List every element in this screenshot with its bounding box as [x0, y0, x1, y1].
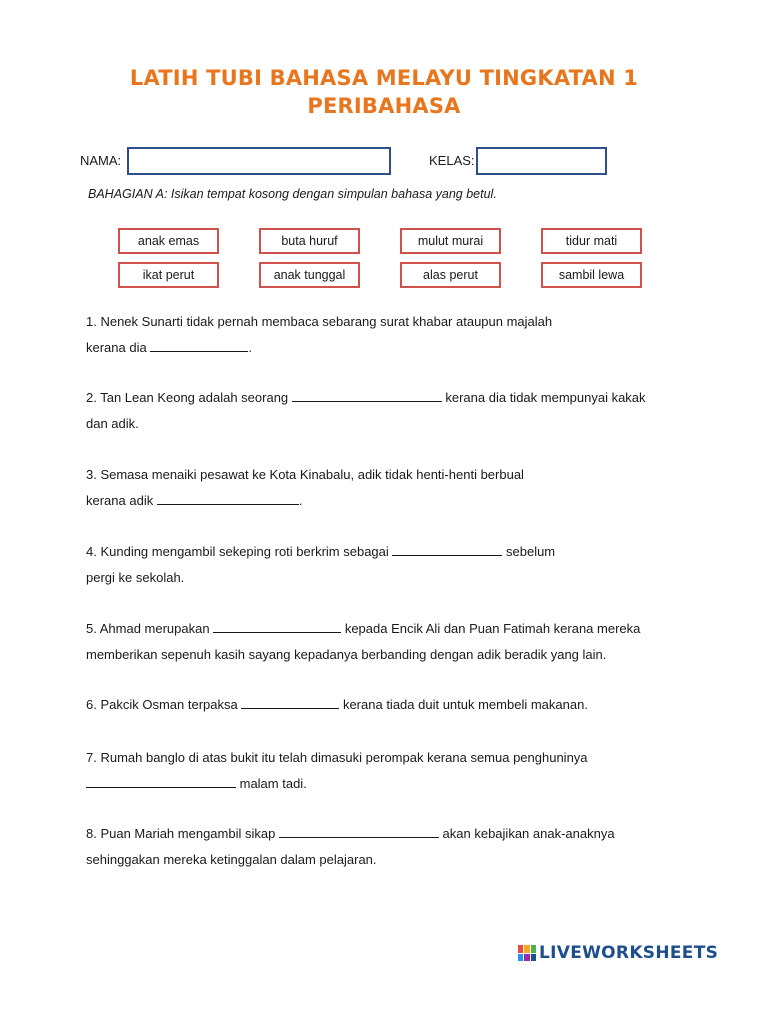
logo-tile [531, 945, 536, 953]
logo-tile [518, 954, 523, 962]
question-text: memberikan sepenuh kasih sayang kepadanya berbanding dengan adik beradik yang lain. [86, 647, 607, 662]
question-text: 8. Puan Mariah mengambil sikap [86, 826, 279, 841]
word-alas-perut[interactable]: alas perut [400, 262, 501, 288]
class-label: KELAS: [429, 153, 475, 168]
question-text: 5. Ahmad merupakan [86, 621, 214, 636]
question-7 [86, 745, 588, 797]
brand-name: LIVEWORKSHEETS [539, 943, 719, 963]
question-2 [86, 385, 646, 437]
answer-blank-8[interactable] [279, 823, 439, 838]
logo-tile [524, 945, 529, 953]
answer-blank-4[interactable] [392, 541, 502, 556]
answer-blank-2[interactable] [292, 387, 442, 402]
question-text: . [298, 493, 303, 508]
question-text: akan kebajikan anak-anaknya [438, 826, 615, 841]
question-text: 1. Nenek Sunarti tidak pernah membaca sebarang surat khabar ataupun majalah [86, 314, 553, 329]
logo-tile [524, 954, 529, 962]
question-3 [86, 462, 524, 514]
logo-tile [518, 945, 523, 953]
question-text: 3. Semasa menaiki pesawat ke Kota Kinabalu, adik tidak henti-henti berbual [86, 467, 524, 482]
question-1 [86, 309, 552, 361]
question-text: kepada Encik Ali dan Puan Fatimah kerana mereka [341, 621, 641, 636]
question-8 [86, 821, 615, 873]
word-anak-tunggal[interactable]: anak tunggal [259, 262, 360, 288]
question-text: 6. Pakcik Osman terpaksa [86, 697, 242, 712]
question-5 [86, 616, 640, 668]
question-text: kerana adik [86, 493, 157, 508]
question-text: pergi ke sekolah. [86, 570, 185, 585]
question-text: 7. Rumah banglo di atas bukit itu telah dimasuki perompak kerana semua penghuninya [86, 750, 588, 765]
question-text: dan adik. [86, 416, 139, 431]
question-text: kerana dia tidak mempunyai kakak [441, 390, 646, 405]
answer-blank-1[interactable] [150, 337, 248, 352]
question-text: sebelum [502, 544, 556, 559]
question-6 [86, 692, 588, 718]
answer-blank-3[interactable] [157, 490, 299, 505]
answer-blank-6[interactable] [241, 694, 339, 709]
question-text: kerana tiada duit untuk membeli makanan. [339, 697, 588, 712]
name-label: NAMA: [80, 153, 122, 168]
question-text: 4. Kunding mengambil sekeping roti berkrim sebagai [86, 544, 393, 559]
question-text: kerana dia [86, 340, 151, 355]
word-buta-huruf[interactable]: buta huruf [259, 228, 360, 254]
word-sambil-lewa[interactable]: sambil lewa [541, 262, 642, 288]
question-text: malam tadi. [236, 776, 307, 791]
answer-blank-5[interactable] [213, 618, 341, 633]
question-text: . [248, 340, 252, 355]
section-instruction: BAHAGIAN A: Isikan tempat kosong dengan simpulan bahasa yang betul. [88, 187, 497, 201]
worksheet-subtitle: PERIBAHASA [307, 94, 461, 118]
answer-blank-7[interactable] [86, 773, 236, 788]
word-mulut-murai[interactable]: mulut murai [400, 228, 501, 254]
word-tidur-mati[interactable]: tidur mati [541, 228, 642, 254]
liveworksheets-logo-icon [518, 945, 536, 961]
worksheet-title: LATIH TUBI BAHASA MELAYU TINGKATAN 1 [129, 66, 639, 90]
logo-tile [531, 954, 536, 962]
word-ikat-perut[interactable]: ikat perut [118, 262, 219, 288]
name-field[interactable] [127, 147, 391, 175]
liveworksheets-logo [518, 942, 718, 964]
class-field[interactable] [476, 147, 607, 175]
word-anak-emas[interactable]: anak emas [118, 228, 219, 254]
question-text: 2. Tan Lean Keong adalah seorang [86, 390, 292, 405]
question-text: sehinggakan mereka ketinggalan dalam pelajaran. [86, 852, 377, 867]
question-4 [86, 539, 555, 591]
